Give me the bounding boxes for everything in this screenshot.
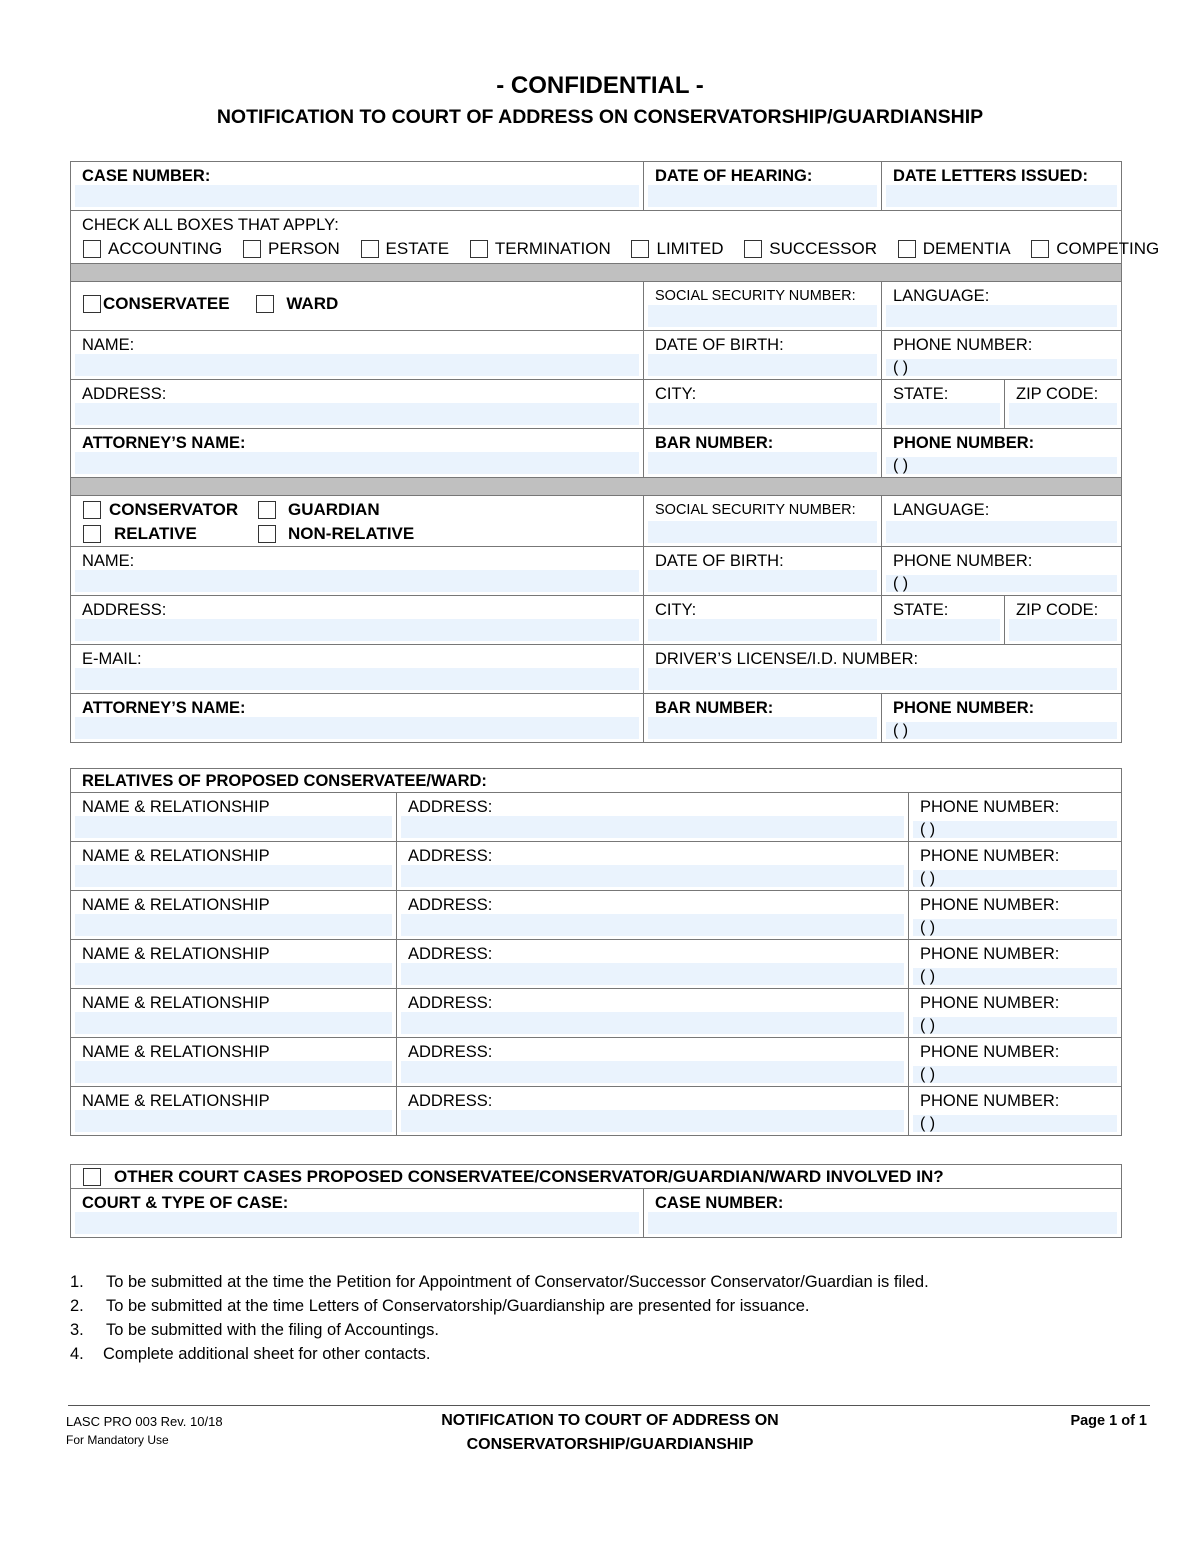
- relative-name-label: NAME & RELATIONSHIP: [82, 994, 270, 1012]
- relative-name-label: NAME & RELATIONSHIP: [82, 1043, 270, 1061]
- footer-page-number: Page 1 of 1: [1070, 1413, 1147, 1429]
- relative-row: [71, 1038, 1122, 1087]
- relative-name-cell[interactable]: [71, 842, 397, 891]
- state-label: STATE:: [893, 385, 949, 403]
- relative-address-input[interactable]: [401, 865, 904, 887]
- name-input[interactable]: [75, 570, 639, 592]
- conservatee-type-cell: [71, 282, 644, 331]
- conservator-name-cell[interactable]: [71, 547, 644, 596]
- relative-name-cell[interactable]: [71, 793, 397, 842]
- relative-name-cell[interactable]: [71, 891, 397, 940]
- check-conservatee[interactable]: CONSERVATEE: [83, 294, 230, 313]
- name-input[interactable]: [75, 354, 639, 376]
- state-input[interactable]: [886, 403, 1000, 425]
- relative-row: [71, 793, 1122, 842]
- checkbox-icon[interactable]: [256, 295, 274, 313]
- relative-phone-cell[interactable]: [909, 940, 1122, 989]
- conservator-license-cell[interactable]: [644, 645, 1122, 694]
- relative-name-cell[interactable]: [71, 989, 397, 1038]
- relative-address-input[interactable]: [401, 816, 904, 838]
- relative-row: [71, 1087, 1122, 1136]
- ssn-input[interactable]: [648, 305, 877, 327]
- relative-name-cell[interactable]: [71, 1087, 397, 1136]
- attorney-phone-input[interactable]: [886, 457, 1117, 474]
- relative-address-input[interactable]: [401, 914, 904, 936]
- checkbox-icon[interactable]: [83, 240, 101, 258]
- city-label: CITY:: [655, 385, 697, 403]
- court-type-label: COURT & TYPE OF CASE:: [82, 1194, 289, 1212]
- attorney-phone-label: PHONE NUMBER:: [893, 434, 1035, 452]
- language-input[interactable]: [886, 521, 1117, 543]
- relative-address-input[interactable]: [401, 1061, 904, 1083]
- check-guardian[interactable]: GUARDIAN: [258, 500, 380, 519]
- other-cases-heading-cell: [71, 1165, 1122, 1189]
- conservatee-bar-cell[interactable]: [644, 429, 882, 478]
- conservatee-language-cell[interactable]: [882, 282, 1122, 331]
- checkbox-icon[interactable]: [258, 525, 276, 543]
- relative-address-cell[interactable]: [397, 793, 909, 842]
- checkbox-icon[interactable]: [898, 240, 916, 258]
- relatives-heading: RELATIVES OF PROPOSED CONSERVATEE/WARD:: [82, 772, 487, 790]
- footer-title: NOTIFICATION TO COURT OF ADDRESS ON CONSERVATORSHIP/GUARDIANSHIP: [441, 1412, 779, 1453]
- language-label: LANGUAGE:: [893, 501, 990, 519]
- checkbox-icon[interactable]: [83, 501, 101, 519]
- date-letters-issued-label: DATE LETTERS ISSUED:: [893, 167, 1088, 185]
- city-input[interactable]: [648, 619, 877, 641]
- date-of-hearing-cell[interactable]: [644, 162, 882, 211]
- relative-phone-cell[interactable]: [909, 1087, 1122, 1136]
- language-input[interactable]: [886, 305, 1117, 327]
- license-input[interactable]: [648, 668, 1117, 690]
- relative-name-label: NAME & RELATIONSHIP: [82, 945, 270, 963]
- phone-area-code: ( ): [893, 722, 909, 739]
- relative-row: [71, 842, 1122, 891]
- zip-label: ZIP CODE:: [1016, 385, 1099, 403]
- relative-phone-label: PHONE NUMBER:: [920, 945, 1060, 963]
- check-non-relative[interactable]: NON-RELATIVE: [258, 524, 414, 543]
- zip-label: ZIP CODE:: [1016, 601, 1099, 619]
- relative-name-cell[interactable]: [71, 1038, 397, 1087]
- instruction-item: 4. Complete additional sheet for other contacts.: [70, 1345, 431, 1363]
- case-number-label: CASE NUMBER:: [82, 167, 211, 185]
- attorney-label: ATTORNEY’S NAME:: [82, 699, 246, 717]
- phone-area-code: ( ): [893, 575, 909, 592]
- other-cases-table: [70, 1164, 1122, 1238]
- relative-address-label: ADDRESS:: [408, 1043, 493, 1061]
- check-termination[interactable]: TERMINATION: [470, 239, 611, 258]
- relative-address-cell[interactable]: [397, 940, 909, 989]
- case-number-input[interactable]: [75, 185, 639, 207]
- language-label: LANGUAGE:: [893, 287, 990, 305]
- check-options: [71, 239, 1160, 259]
- conservatee-ssn-cell[interactable]: [644, 282, 882, 331]
- conservator-phone-cell[interactable]: [882, 547, 1122, 596]
- conservator-attorney-phone-cell[interactable]: [882, 694, 1122, 743]
- relative-row: [71, 940, 1122, 989]
- relative-address-cell[interactable]: [397, 1038, 909, 1087]
- relative-name-label: NAME & RELATIONSHIP: [82, 896, 270, 914]
- relative-name-input[interactable]: [75, 1110, 392, 1132]
- bar-label: BAR NUMBER:: [655, 434, 774, 452]
- relative-phone-input[interactable]: [913, 1115, 1117, 1132]
- relative-name-input[interactable]: [75, 865, 392, 887]
- ssn-label: SOCIAL SECURITY NUMBER:: [655, 288, 856, 304]
- phone-area-code: ( ): [893, 457, 909, 474]
- attorney-input[interactable]: [75, 452, 639, 474]
- relative-address-cell[interactable]: [397, 842, 909, 891]
- conservator-language-cell[interactable]: [882, 496, 1122, 547]
- ssn-label: SOCIAL SECURITY NUMBER:: [655, 502, 856, 518]
- main-form-table: [70, 161, 1160, 743]
- conservatee-name-cell[interactable]: [71, 331, 644, 380]
- checkbox-icon[interactable]: [744, 240, 762, 258]
- check-estate[interactable]: ESTATE: [361, 239, 450, 258]
- relatives-heading-cell: [71, 769, 1122, 793]
- checkbox-icon[interactable]: [83, 1168, 101, 1186]
- checkbox-icon[interactable]: [243, 240, 261, 258]
- phone-area-code: ( ): [920, 1115, 936, 1132]
- checkbox-icon[interactable]: [258, 501, 276, 519]
- relative-name-input[interactable]: [75, 1061, 392, 1083]
- relative-phone-cell[interactable]: [909, 1038, 1122, 1087]
- relative-phone-input[interactable]: [913, 1017, 1117, 1034]
- case-number-cell[interactable]: [71, 162, 644, 211]
- email-label: E-MAIL:: [82, 650, 142, 668]
- dob-label: DATE OF BIRTH:: [655, 552, 784, 570]
- checkbox-icon[interactable]: [470, 240, 488, 258]
- phone-label: PHONE NUMBER:: [893, 552, 1033, 570]
- relative-address-label: ADDRESS:: [408, 1092, 493, 1110]
- relative-name-label: NAME & RELATIONSHIP: [82, 847, 270, 865]
- relative-name-label: NAME & RELATIONSHIP: [82, 1092, 270, 1110]
- name-label: NAME:: [82, 552, 135, 570]
- address-input[interactable]: [75, 619, 639, 641]
- instruction-item: 2. To be submitted at the time Letters of Conservatorship/Guardianship are presented for issuance.: [70, 1297, 810, 1315]
- zip-input[interactable]: [1009, 403, 1117, 425]
- checkbox-icon[interactable]: [631, 240, 649, 258]
- relative-name-input[interactable]: [75, 816, 392, 838]
- footer-form-id: LASC PRO 003 Rev. 10/18 For Mandatory Use: [66, 1414, 223, 1447]
- relative-address-label: ADDRESS:: [408, 798, 493, 816]
- relative-phone-label: PHONE NUMBER:: [920, 994, 1060, 1012]
- check-boxes-cell: [71, 211, 1160, 264]
- conservator-state-cell[interactable]: [882, 596, 1005, 645]
- attorney-phone-label: PHONE NUMBER:: [893, 699, 1035, 717]
- conservator-zip-cell[interactable]: [1005, 596, 1122, 645]
- other-case-number-input[interactable]: [648, 1212, 1117, 1234]
- phone-area-code: ( ): [893, 359, 909, 376]
- relative-address-label: ADDRESS:: [408, 847, 493, 865]
- relative-address-label: ADDRESS:: [408, 945, 493, 963]
- relative-row: [71, 891, 1122, 940]
- relative-phone-cell[interactable]: [909, 989, 1122, 1038]
- relative-row: [71, 989, 1122, 1038]
- relative-phone-label: PHONE NUMBER:: [920, 847, 1060, 865]
- city-label: CITY:: [655, 601, 697, 619]
- relative-name-input[interactable]: [75, 963, 392, 985]
- other-case-number-label: CASE NUMBER:: [655, 1194, 784, 1212]
- dob-input[interactable]: [648, 570, 877, 592]
- relative-phone-cell[interactable]: [909, 842, 1122, 891]
- checkbox-icon[interactable]: [361, 240, 379, 258]
- address-label: ADDRESS:: [82, 601, 167, 619]
- phone-area-code: ( ): [920, 821, 936, 838]
- conservatee-dob-cell[interactable]: [644, 331, 882, 380]
- instructions-list: [70, 1270, 929, 1366]
- conservatee-phone-cell[interactable]: [882, 331, 1122, 380]
- check-ward[interactable]: WARD: [256, 294, 338, 313]
- other-cases-heading: OTHER COURT CASES PROPOSED CONSERVATEE/CONSERVATOR/GUARDIAN/WARD INVOLVED IN?: [114, 1167, 944, 1186]
- relative-phone-cell[interactable]: [909, 793, 1122, 842]
- section-divider: [71, 478, 1122, 496]
- relative-name-label: NAME & RELATIONSHIP: [82, 798, 270, 816]
- bar-input[interactable]: [648, 452, 877, 474]
- phone-area-code: ( ): [920, 968, 936, 985]
- ssn-input[interactable]: [648, 521, 877, 543]
- check-conservator[interactable]: CONSERVATOR: [83, 500, 258, 519]
- phone-area-code: ( ): [920, 1017, 936, 1034]
- relative-address-input[interactable]: [401, 1110, 904, 1132]
- relative-phone-label: PHONE NUMBER:: [920, 1043, 1060, 1061]
- phone-area-code: ( ): [920, 870, 936, 887]
- conservatee-address-cell[interactable]: [71, 380, 644, 429]
- address-input[interactable]: [75, 403, 639, 425]
- license-label: DRIVER’S LICENSE/I.D. NUMBER:: [655, 650, 919, 668]
- relative-phone-cell[interactable]: [909, 891, 1122, 940]
- dob-label: DATE OF BIRTH:: [655, 336, 784, 354]
- instruction-item: 3. To be submitted with the filing of Accountings.: [70, 1321, 439, 1339]
- date-of-hearing-label: DATE OF HEARING:: [655, 167, 813, 185]
- check-competing[interactable]: COMPETING: [1031, 239, 1159, 258]
- conservator-email-cell[interactable]: [71, 645, 644, 694]
- conservatee-attorney-phone-cell[interactable]: [882, 429, 1122, 478]
- phone-input[interactable]: [886, 359, 1117, 376]
- relatives-table: [70, 768, 1122, 1136]
- phone-input[interactable]: [886, 575, 1117, 592]
- relatives-rows: [71, 793, 1122, 1136]
- city-input[interactable]: [648, 403, 877, 425]
- relative-phone-input[interactable]: [913, 919, 1117, 936]
- relative-address-input[interactable]: [401, 1012, 904, 1034]
- relative-phone-input[interactable]: [913, 1066, 1117, 1083]
- footer-divider: [68, 1405, 1150, 1406]
- relative-address-input[interactable]: [401, 963, 904, 985]
- phone-area-code: ( ): [920, 919, 936, 936]
- name-label: NAME:: [82, 336, 135, 354]
- phone-label: PHONE NUMBER:: [893, 336, 1033, 354]
- date-of-hearing-input[interactable]: [648, 185, 877, 207]
- relative-address-cell[interactable]: [397, 891, 909, 940]
- conservator-attorney-cell[interactable]: [71, 694, 644, 743]
- conservator-dob-cell[interactable]: [644, 547, 882, 596]
- relative-name-input[interactable]: [75, 914, 392, 936]
- email-input[interactable]: [75, 668, 639, 690]
- relative-phone-label: PHONE NUMBER:: [920, 1092, 1060, 1110]
- date-letters-issued-cell[interactable]: [882, 162, 1122, 211]
- checkbox-icon[interactable]: [83, 295, 101, 313]
- date-letters-issued-input[interactable]: [886, 185, 1117, 207]
- attorney-label: ATTORNEY’S NAME:: [82, 434, 246, 452]
- other-case-number-cell[interactable]: [644, 1189, 1122, 1238]
- conservatee-city-cell[interactable]: [644, 380, 882, 429]
- court-type-input[interactable]: [75, 1212, 639, 1234]
- relative-address-label: ADDRESS:: [408, 994, 493, 1012]
- page-title: - CONFIDENTIAL -: [496, 72, 704, 99]
- section-divider: [71, 264, 1122, 282]
- state-input[interactable]: [886, 619, 1000, 641]
- relative-phone-input[interactable]: [913, 821, 1117, 838]
- zip-input[interactable]: [1009, 619, 1117, 641]
- conservator-ssn-cell[interactable]: [644, 496, 882, 547]
- bar-label: BAR NUMBER:: [655, 699, 774, 717]
- relative-name-input[interactable]: [75, 1012, 392, 1034]
- check-accounting[interactable]: ACCOUNTING: [83, 239, 222, 258]
- conservatee-state-cell[interactable]: [882, 380, 1005, 429]
- checkbox-icon[interactable]: [1031, 240, 1049, 258]
- relative-address-cell[interactable]: [397, 1087, 909, 1136]
- relative-address-label: ADDRESS:: [408, 896, 493, 914]
- phone-area-code: ( ): [920, 1066, 936, 1083]
- address-label: ADDRESS:: [82, 385, 167, 403]
- check-relative[interactable]: RELATIVE: [83, 524, 258, 543]
- conservator-address-cell[interactable]: [71, 596, 644, 645]
- dob-input[interactable]: [648, 354, 877, 376]
- conservator-city-cell[interactable]: [644, 596, 882, 645]
- check-person[interactable]: PERSON: [243, 239, 340, 258]
- check-instruction: CHECK ALL BOXES THAT APPLY:: [82, 216, 339, 234]
- relative-phone-input[interactable]: [913, 968, 1117, 985]
- conservatee-zip-cell[interactable]: [1005, 380, 1122, 429]
- attorney-phone-input[interactable]: [886, 722, 1117, 739]
- attorney-input[interactable]: [75, 717, 639, 739]
- conservator-bar-cell[interactable]: [644, 694, 882, 743]
- relative-phone-label: PHONE NUMBER:: [920, 798, 1060, 816]
- state-label: STATE:: [893, 601, 949, 619]
- check-limited[interactable]: LIMITED: [631, 239, 723, 258]
- court-type-cell[interactable]: [71, 1189, 644, 1238]
- check-successor[interactable]: SUCCESSOR: [744, 239, 877, 258]
- conservator-type-cell: [71, 496, 644, 547]
- check-dementia[interactable]: DEMENTIA: [898, 239, 1011, 258]
- checkbox-icon[interactable]: [83, 525, 101, 543]
- page-subtitle: NOTIFICATION TO COURT OF ADDRESS ON CONSERVATORSHIP/GUARDIANSHIP: [216, 106, 984, 128]
- bar-input[interactable]: [648, 717, 877, 739]
- instruction-item: 1. To be submitted at the time the Petition for Appointment of Conservator/Successor Conservator/Guardian is filed.: [70, 1273, 929, 1291]
- relative-phone-input[interactable]: [913, 870, 1117, 887]
- relative-address-cell[interactable]: [397, 989, 909, 1038]
- relative-phone-label: PHONE NUMBER:: [920, 896, 1060, 914]
- conservatee-attorney-cell[interactable]: [71, 429, 644, 478]
- relative-name-cell[interactable]: [71, 940, 397, 989]
